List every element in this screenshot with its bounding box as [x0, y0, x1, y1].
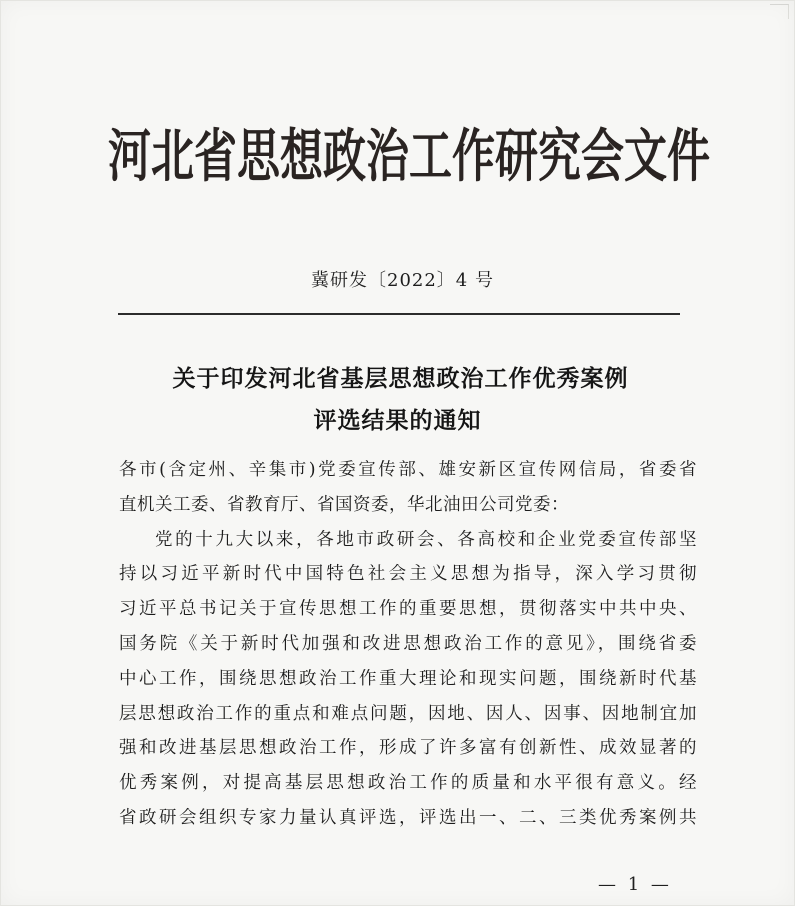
page-corner: [770, 4, 789, 19]
paragraph-line: 党的十九大以来，各地市政研会、各高校和企业党委宣传部坚: [155, 529, 697, 550]
page-number: — 1 —: [598, 874, 672, 895]
paragraph-line: 持以习近平新时代中国特色社会主义思想为指导，深入学习贯彻: [119, 564, 697, 585]
addressee-line-2: 直机关工委、省教育厅、省国资委，华北油田公司党委：: [119, 494, 569, 515]
document-body: [119, 453, 697, 836]
paragraph-line: 中心工作，围绕思想政治工作重大理论和现实问题，围绕新时代基: [119, 668, 697, 689]
paragraph-line: 层思想政治工作的重点和难点问题，因地、因人、因事、因地制宜加: [119, 703, 697, 724]
paragraph-line: 强和改进基层思想政治工作，形成了许多富有创新性、成效显著的: [119, 738, 697, 759]
paragraph-line: 习近平总书记关于宣传思想工作的重要思想，贯彻落实中共中央、: [119, 599, 697, 620]
notice-title: [0, 358, 795, 442]
header-divider: [118, 313, 680, 315]
notice-title-line-2: 评选结果的通知: [313, 408, 482, 434]
paragraph-line: 省政研会组织专家力量认真评选，评选出一、二、三类优秀案例共: [119, 807, 697, 828]
paragraph-line: 国务院《关于新时代加强和改进思想政治工作的意见》，围绕省委: [119, 633, 697, 654]
notice-title-line-1: 关于印发河北省基层思想政治工作优秀案例: [172, 366, 629, 392]
document-masthead: 河北省思想政治工作研究会文件: [108, 124, 710, 191]
paragraph-line: 优秀案例，对提高基层思想政治工作的质量和水平很有意义。经: [119, 773, 697, 794]
addressee-line-1: 各市(含定州、辛集市)党委宣传部、雄安新区宣传网信局，省委省: [119, 460, 697, 480]
document-number: 冀研发〔2022〕4 号: [311, 270, 494, 291]
